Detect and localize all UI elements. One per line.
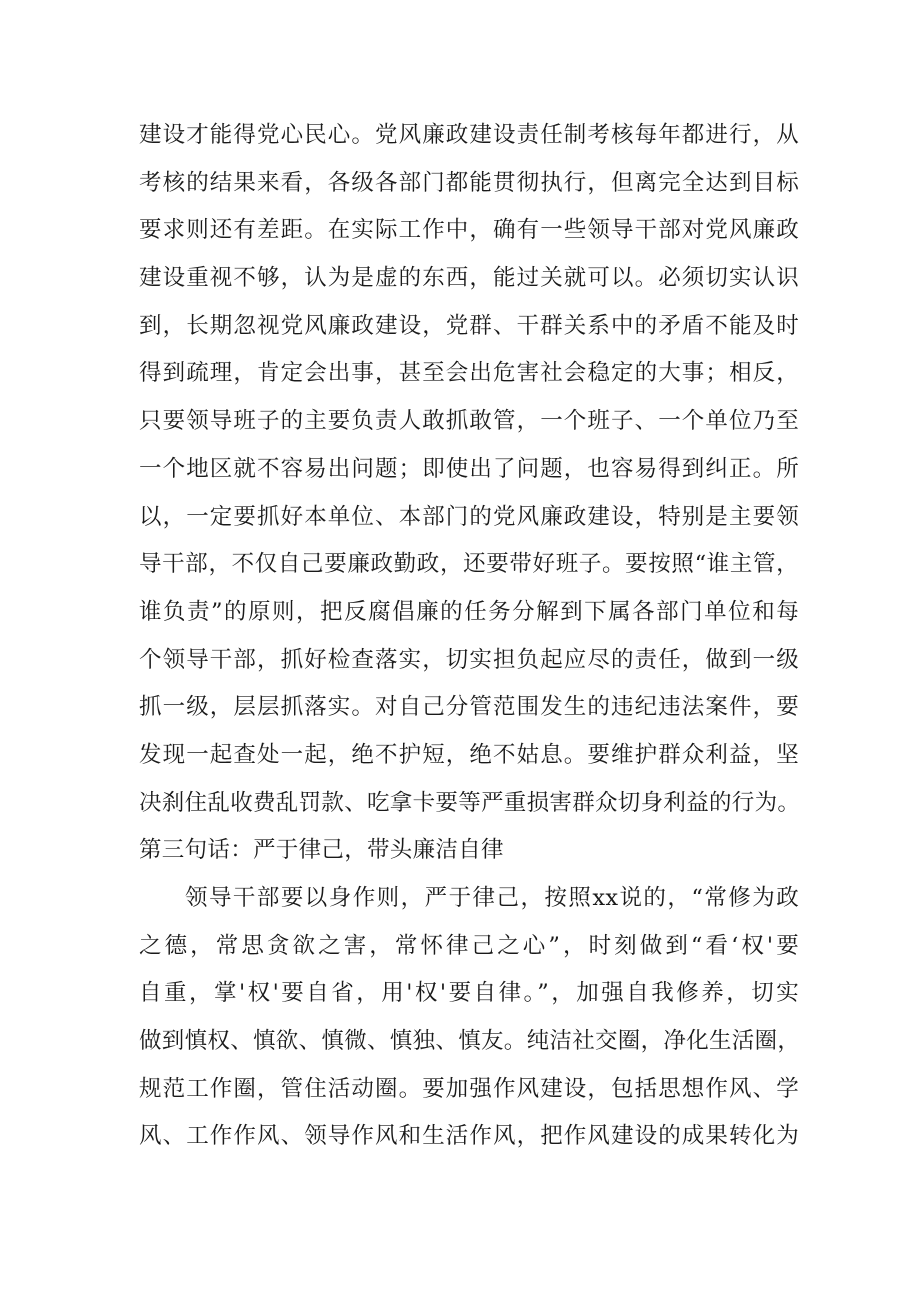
paragraph-line: 到，长期忽视党风廉政建设，党群、干群关系中的矛盾不能及时 (139, 312, 799, 339)
paragraph-line: 考核的结果来看，各级各部门都能贯彻执行，但离完全达到目标 (139, 169, 799, 196)
paragraph-line: 只要领导班子的主要负责人敢抓敢管，一个班子、一个单位乃至 (139, 408, 799, 435)
section-heading: 第三句话：严于律己，带头廉洁自律 (139, 837, 504, 864)
paragraph-line: 做到慎权、慎欲、慎微、慎独、慎友。纯洁社交圈，净化生活圈， (139, 1028, 801, 1055)
paragraph-line: 得到疏理，肯定会出事，甚至会出危害社会稳定的大事；相反， (139, 360, 799, 387)
paragraph-line: 要求则还有差距。在实际工作中，确有一些领导干部对党风廉政 (139, 217, 799, 244)
paragraph-line: 自重，掌'权'要自省，用'权'要自律。”，加强自我修养，切实 (139, 980, 799, 1007)
paragraph-line: 以，一定要抓好本单位、本部门的党风廉政建设，特别是主要领 (139, 503, 799, 530)
paragraph-line: 建设才能得党心民心。党风廉政建设责任制考核每年都进行，从 (139, 122, 799, 148)
paragraph-line: 风、工作作风、领导作风和生活作风，把作风建设的成果转化为 (139, 1123, 799, 1150)
paragraph-line: 决刹住乱收费乱罚款、吃拿卡要等严重损害群众切身利益的行为。 (139, 789, 801, 816)
paragraph-line: 规范工作圈，管住活动圈。要加强作风建设，包括思想作风、学 (139, 1075, 799, 1102)
paragraph-line: 一个地区就不容易出问题；即使出了问题，也容易得到纠正。所 (139, 455, 799, 482)
paragraph-line: 谁负责”的原则，把反腐倡廉的任务分解到下属各部门单位和每 (139, 598, 799, 625)
paragraph-line: 建设重视不够，认为是虚的东西，能过关就可以。必须切实认识 (139, 265, 799, 292)
paragraph-line: 个领导干部，抓好检查落实，切实担负起应尽的责任，做到一级 (139, 646, 799, 673)
paragraph-line: 导干部，不仅自己要廉政勤政，还要带好班子。要按照“谁主管， (139, 551, 799, 578)
paragraph-line: 抓一级，层层抓落实。对自己分管范围发生的违纪违法案件，要 (139, 694, 799, 721)
paragraph-line: 之德，常思贪欲之害，常怀律己之心”，时刻做到“看‘权'要 (139, 932, 799, 959)
paragraph-line: 发现一起查处一起，绝不护短，绝不姑息。要维护群众利益，坚 (139, 741, 799, 768)
paragraph-line: 领导干部要以身作则，严于律己，按照xx说的，“常修为政 (185, 885, 799, 911)
document-body (139, 112, 799, 1161)
